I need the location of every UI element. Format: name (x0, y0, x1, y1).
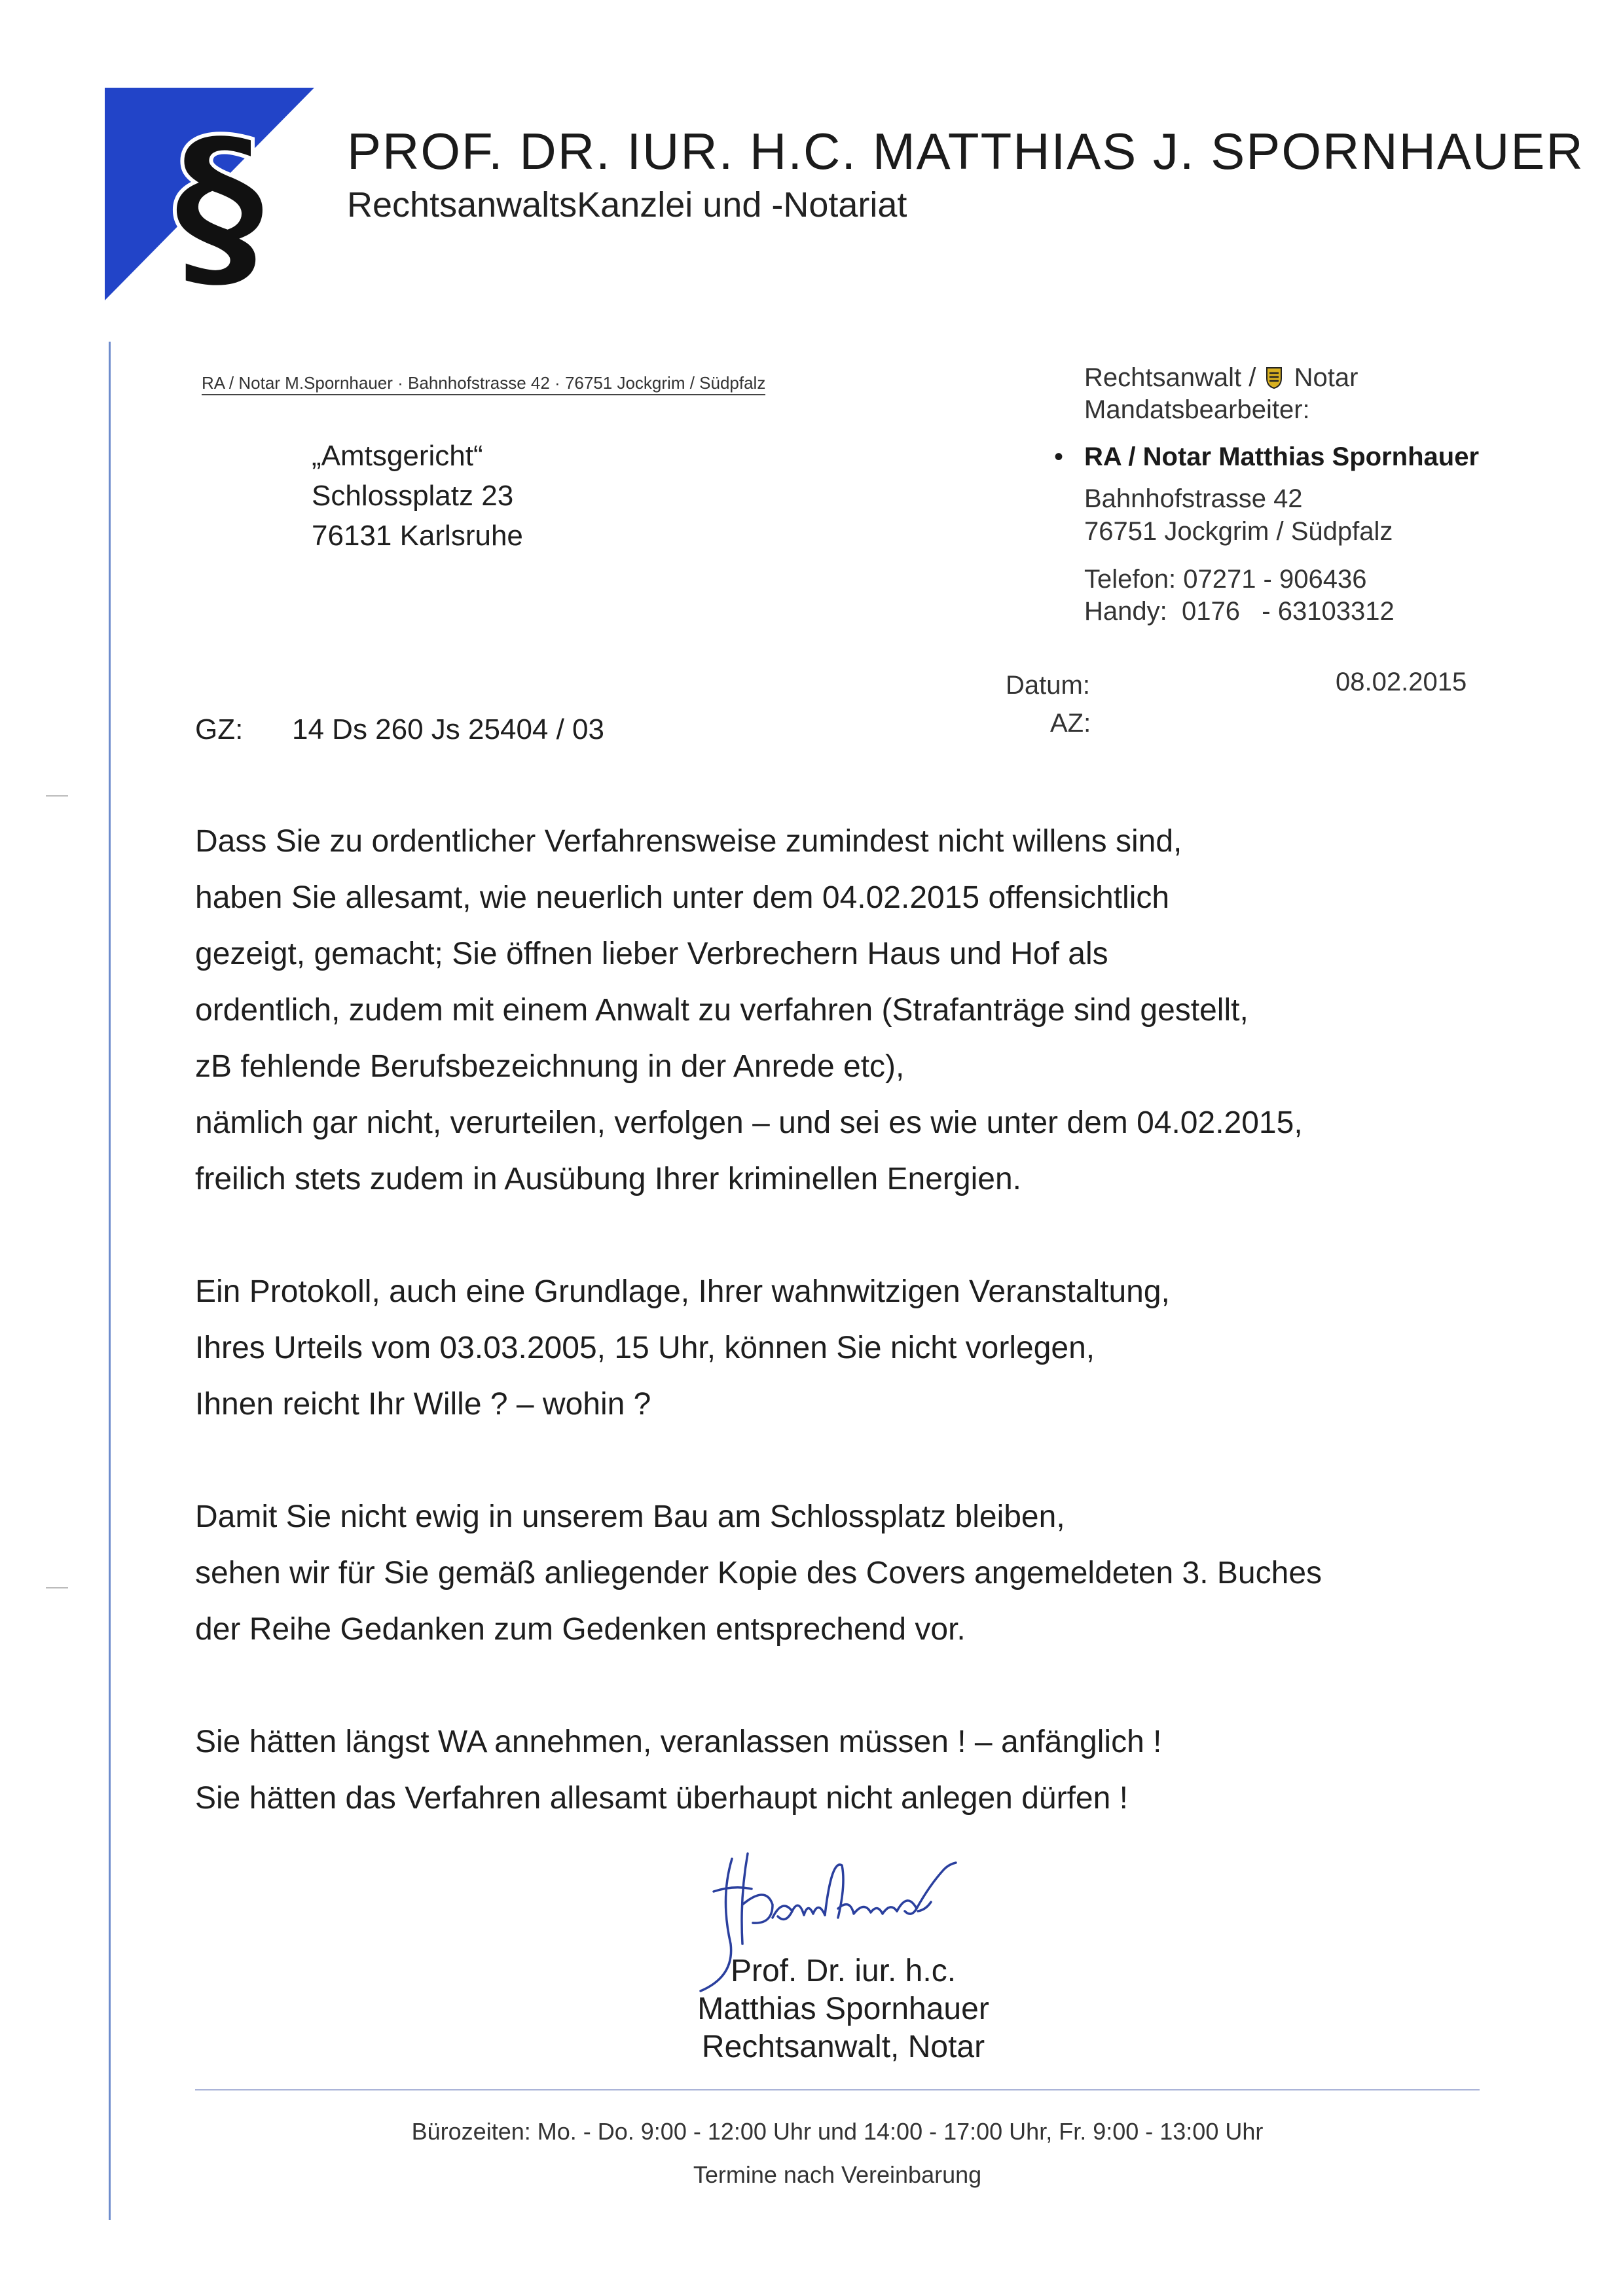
signature-name: Matthias Spornhauer (697, 1992, 989, 2026)
state-crest-icon (1266, 367, 1283, 389)
body-line: Damit Sie nicht ewig in unserem Bau am Schlossplatz bleiben, (195, 1499, 1065, 1534)
body-line: Sie hätten längst WA annehmen, veranlassen müssen ! – anfänglich ! (195, 1725, 1162, 1759)
date-value: 08.02.2015 (1336, 668, 1467, 696)
body-line: nämlich gar nicht, verurteilen, verfolgen – und sei es wie unter dem 04.02.2015, (195, 1105, 1303, 1140)
recipient-street: Schlossplatz 23 (312, 480, 514, 512)
gz-value: 14 Ds 260 Js 25404 / 03 (292, 713, 604, 745)
body-line: Ihnen reicht Ihr Wille ? – wohin ? (195, 1387, 651, 1422)
firm-name: PROF. DR. IUR. H.C. MATTHIAS J. SPORNHAUER (347, 122, 1584, 180)
body-line: Ein Protokoll, auch eine Grundlage, Ihrer wahnwitzigen Veranstaltung, (195, 1274, 1170, 1309)
body-line: zB fehlende Berufsbezeichnung in der Anrede etc), (195, 1049, 905, 1084)
gz-label: GZ: (195, 713, 244, 745)
phone-number: Telefon: 07271 - 906436 (1084, 565, 1367, 594)
mobile-number: Handy: 0176 - 63103312 (1084, 597, 1395, 626)
body-line: der Reihe Gedanken zum Gedenken entsprechend vor. (195, 1612, 966, 1647)
left-margin-line (109, 342, 111, 2220)
signature-title: Prof. Dr. iur. h.c. (730, 1954, 957, 1988)
firm-logo (105, 88, 314, 300)
az-label: AZ: (1050, 709, 1091, 738)
body-line: ordentlich, zudem mit einem Anwalt zu verfahren (Strafanträge sind gestellt, (195, 993, 1249, 1028)
handler-label: Mandatsbearbeiter: (1084, 395, 1310, 424)
paragraph-sign-icon: § (173, 100, 265, 300)
body-line: Ihres Urteils vom 03.03.2005, 15 Uhr, können Sie nicht vorlegen, (195, 1331, 1095, 1365)
fold-mark (46, 795, 68, 797)
body-line: haben Sie allesamt, wie neuerlich unter dem 04.02.2015 offensichtlich (195, 880, 1170, 915)
fold-mark (46, 1587, 68, 1588)
body-line: freilich stets zudem in Ausübung Ihrer kriminellen Energien. (195, 1162, 1021, 1196)
role-line (1084, 363, 1358, 393)
handler-city: 76751 Jockgrim / Südpfalz (1084, 517, 1393, 546)
bullet-icon: • (1054, 442, 1064, 471)
footer-divider (195, 2089, 1480, 2090)
firm-subtitle: RechtsanwaltsKanzlei und -Notariat (347, 185, 907, 224)
signature-role: Rechtsanwalt, Notar (701, 2030, 985, 2064)
handler-name: RA / Notar Matthias Spornhauer (1084, 442, 1480, 471)
sender-return-address: RA / Notar M.Spornhauer · Bahnhofstrasse 42 · 76751 Jockgrim / Südpfalz (202, 373, 765, 395)
body-line: Sie hätten das Verfahren allesamt überhaupt nicht anlegen dürfen ! (195, 1781, 1128, 1816)
body-line: sehen wir für Sie gemäß anliegender Kopie des Covers angemeldeten 3. Buches (195, 1556, 1322, 1590)
role-suffix: Notar (1294, 363, 1359, 392)
date-label: Datum: (1006, 671, 1090, 700)
appointment-note: Termine nach Vereinbarung (693, 2161, 982, 2188)
recipient-name: „Amtsgericht“ (312, 440, 483, 472)
body-line: Dass Sie zu ordentlicher Verfahrensweise zumindest nicht willens sind, (195, 824, 1182, 859)
office-hours: Bürozeiten: Mo. - Do. 9:00 - 12:00 Uhr und 14:00 - 17:00 Uhr, Fr. 9:00 - 13:00 Uhr (411, 2118, 1264, 2145)
handler-street: Bahnhofstrasse 42 (1084, 484, 1303, 513)
recipient-city: 76131 Karlsruhe (312, 520, 523, 552)
role-prefix: Rechtsanwalt / (1084, 363, 1256, 392)
body-line: gezeigt, gemacht; Sie öffnen lieber Verbrechern Haus und Hof als (195, 937, 1108, 971)
